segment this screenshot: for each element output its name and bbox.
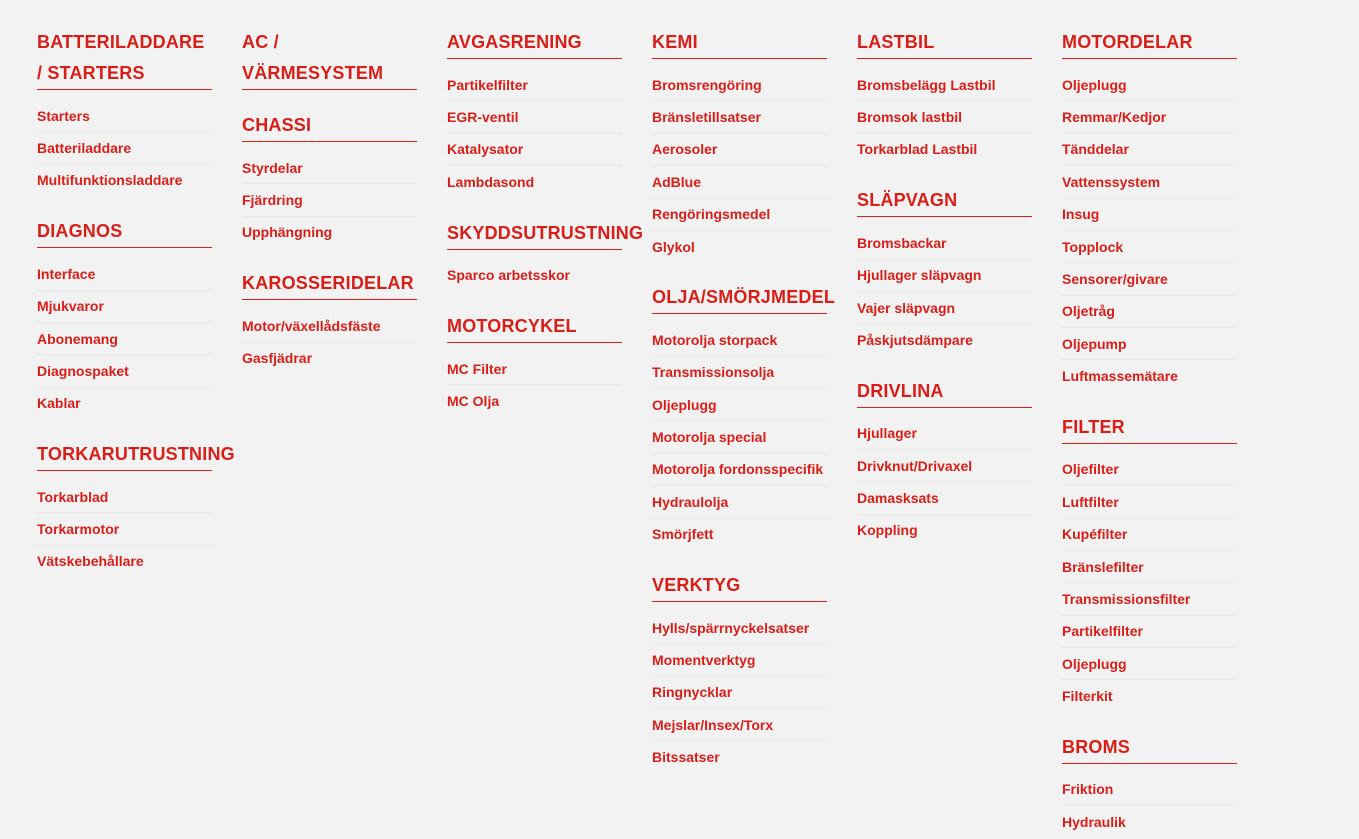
category-link-smorjfett[interactable]: Smörjfett [652,526,714,543]
list-item [37,100,242,132]
category-link-torkarblad[interactable]: Torkarblad [37,481,212,513]
category-link-ringnycklar[interactable]: Ringnycklar [652,677,827,709]
category-heading-motordelar[interactable]: MOTORDELAR [1062,27,1237,59]
list-item [1062,583,1267,615]
list-item [1062,134,1267,166]
list-item [37,513,242,545]
list-item [652,166,857,198]
category-section-avgasrening [447,27,652,198]
list-item [1062,519,1267,551]
list-item [857,260,1062,292]
list-item [242,184,447,216]
category-link-oljetrag[interactable]: Oljetråg [1062,296,1237,328]
category-link-bransletillsatser[interactable]: Bränsletillsatser [652,101,827,133]
category-item-list [652,69,857,262]
list-item [1062,199,1267,231]
category-link-egr-ventil[interactable]: EGR-ventil [447,101,622,133]
list-item [652,357,857,389]
category-link-mc-filter[interactable]: MC Filter [447,353,622,385]
category-link-styrdelar[interactable]: Styrdelar [242,152,417,184]
list-item [1062,69,1267,101]
category-item-list [857,227,1062,356]
category-section-kemi [652,27,857,262]
list-item [37,291,242,323]
list-item [37,132,242,164]
category-link-kupefilter[interactable]: Kupéfilter [1062,519,1237,551]
list-item [37,323,242,355]
category-link-vatskebehallare[interactable]: Vätskebehållare [37,553,144,570]
category-link-luftfilter[interactable]: Luftfilter [1062,486,1237,518]
list-item [652,644,857,676]
list-item [857,324,1062,355]
menu-column-3 [447,27,652,437]
category-link-starters[interactable]: Starters [37,100,212,132]
category-link-oljeplugg[interactable]: Oljeplugg [1062,69,1237,101]
category-link-paskjutsdampare[interactable]: Påskjutsdämpare [857,331,973,348]
category-heading-kemi[interactable]: KEMI [652,27,827,59]
category-link-bitssatser[interactable]: Bitssatser [652,749,720,766]
list-item [37,546,242,577]
category-link-mjukvaror[interactable]: Mjukvaror [37,291,212,323]
category-link-vattenssystem[interactable]: Vattenssystem [1062,166,1237,198]
category-item-list [1062,774,1267,838]
list-item [1062,680,1267,711]
category-link-transmissionsolja[interactable]: Transmissionsolja [652,357,827,389]
list-item [652,421,857,453]
category-heading-batteriladdare-starters[interactable]: BATTERILADDARE / STARTERS [37,27,212,90]
category-link-hydraulik[interactable]: Hydraulik [1062,813,1126,830]
category-link-diagnospaket[interactable]: Diagnospaket [37,355,212,387]
category-link-mejslar-insex-torx[interactable]: Mejslar/Insex/Torx [652,709,827,741]
category-link-batteriladdare[interactable]: Batteriladdare [37,132,212,164]
category-item-list [447,260,652,291]
category-link-sensorer-givare[interactable]: Sensorer/givare [1062,263,1237,295]
list-item [857,69,1062,101]
category-link-glykol[interactable]: Glykol [652,238,695,255]
category-section-verktyg [652,570,857,773]
category-section-drivlina [857,376,1062,547]
category-item-list [447,69,652,198]
list-item [1062,166,1267,198]
category-heading-skyddsutrustning[interactable]: SKYDDSUTRUSTNING [447,218,622,250]
category-section-skyddsutrustning [447,218,652,291]
category-link-vajer-slapvagn[interactable]: Vajer släpvagn [857,292,1032,324]
category-item-list [447,353,652,417]
category-link-insug[interactable]: Insug [1062,199,1237,231]
category-link-damasksats[interactable]: Damasksats [857,482,1032,514]
category-link-momentverktyg[interactable]: Momentverktyg [652,644,827,676]
menu-column-6 [1062,27,1267,839]
category-heading-broms[interactable]: BROMS [1062,732,1237,764]
category-link-hjullager[interactable]: Hjullager [857,418,1032,450]
category-link-topplock[interactable]: Topplock [1062,231,1237,263]
list-item [652,101,857,133]
category-heading-filter[interactable]: FILTER [1062,412,1237,444]
list-item [37,481,242,513]
category-heading-drivlina[interactable]: DRIVLINA [857,376,1032,408]
category-item-list [242,310,447,374]
category-link-adblue[interactable]: AdBlue [652,166,827,198]
list-item [37,355,242,387]
list-item [652,486,857,518]
list-item [652,454,857,486]
list-item [37,258,242,290]
category-link-hydraulolja[interactable]: Hydraulolja [652,486,827,518]
category-link-bromsrengoring[interactable]: Bromsrengöring [652,69,827,101]
menu-column-5 [857,27,1062,566]
category-link-hylls-sparrnyckelsatser[interactable]: Hylls/spärrnyckelsatser [652,612,827,644]
list-item [447,134,652,166]
list-item [37,388,242,419]
list-item [652,199,857,231]
category-link-bromsbackar[interactable]: Bromsbackar [857,227,1032,259]
list-item [447,353,652,385]
category-heading-avgasrening[interactable]: AVGASRENING [447,27,622,59]
category-link-rengoringsmedel[interactable]: Rengöringsmedel [652,199,827,231]
category-link-torkarblad-lastbil[interactable]: Torkarblad Lastbil [857,141,978,158]
category-item-list [37,481,242,577]
category-section-ac-varmesystem [242,27,447,90]
category-link-motorolja-fordonsspecifik[interactable]: Motorolja fordonsspecifik [652,454,827,486]
list-item [447,385,652,416]
category-link-filterkit[interactable]: Filterkit [1062,688,1113,705]
category-link-remmar-kedjor[interactable]: Remmar/Kedjor [1062,101,1237,133]
category-heading-ac-varmesystem[interactable]: AC / VÄRMESYSTEM [242,27,417,90]
list-item [1062,296,1267,328]
list-item [242,152,447,184]
list-item [652,389,857,421]
list-item [652,519,857,550]
category-section-torkarutrustning [37,439,242,577]
menu-column-2 [242,27,447,394]
list-item [857,482,1062,514]
category-link-hjullager-slapvagn[interactable]: Hjullager släpvagn [857,260,1032,292]
category-link-tanddelar[interactable]: Tänddelar [1062,134,1237,166]
category-link-torkarmotor[interactable]: Torkarmotor [37,513,212,545]
category-item-list [857,69,1062,165]
list-item [1062,328,1267,360]
category-link-motor-vaxelladsfaste[interactable]: Motor/växellådsfäste [242,310,417,342]
category-heading-torkarutrustning[interactable]: TORKARUTRUSTNING [37,439,212,471]
category-link-fjardring[interactable]: Fjärdring [242,184,417,216]
category-item-list [652,612,857,773]
category-section-lastbil [857,27,1062,165]
list-item [1062,774,1267,806]
list-item [447,166,652,197]
list-item [242,310,447,342]
category-link-aerosoler[interactable]: Aerosoler [652,134,827,166]
list-item [652,134,857,166]
category-section-slapvagn [857,185,1062,356]
category-link-katalysator[interactable]: Katalysator [447,134,622,166]
list-item [1062,101,1267,133]
category-section-filter [1062,412,1267,712]
list-item [857,134,1062,165]
category-section-motorcykel [447,311,652,417]
category-section-broms [1062,732,1267,838]
category-item-list [37,100,242,196]
category-link-koppling[interactable]: Koppling [857,522,918,539]
category-section-motordelar [1062,27,1267,392]
category-link-partikelfilter[interactable]: Partikelfilter [447,69,622,101]
category-section-karosseridelar [242,268,447,374]
category-link-luftmassematare[interactable]: Luftmassemätare [1062,368,1178,385]
category-link-drivknut-drivaxel[interactable]: Drivknut/Drivaxel [857,450,1032,482]
category-heading-verktyg[interactable]: VERKTYG [652,570,827,602]
list-item [1062,551,1267,583]
category-item-list [1062,454,1267,712]
list-item [857,227,1062,259]
list-item [857,292,1062,324]
category-link-motorolja-storpack[interactable]: Motorolja storpack [652,324,827,356]
list-item [1062,454,1267,486]
category-link-branslefilter[interactable]: Bränslefilter [1062,551,1237,583]
category-heading-lastbil[interactable]: LASTBIL [857,27,1032,59]
category-link-bromsok-lastbil[interactable]: Bromsok lastbil [857,101,1032,133]
category-section-chassi [242,110,447,248]
list-item [242,217,447,248]
list-item [857,418,1062,450]
list-item [652,709,857,741]
list-item [1062,360,1267,391]
category-heading-motorcykel[interactable]: MOTORCYKEL [447,311,622,343]
category-item-list [652,324,857,550]
category-link-lambdasond[interactable]: Lambdasond [447,173,535,190]
category-link-transmissionsfilter[interactable]: Transmissionsfilter [1062,583,1237,615]
list-item [652,677,857,709]
category-heading-chassi[interactable]: CHASSI [242,110,417,142]
category-link-upphangning[interactable]: Upphängning [242,224,333,241]
list-item [1062,231,1267,263]
category-heading-olja-smorjmedel[interactable]: OLJA/SMÖRJMEDEL [652,282,827,314]
list-item [652,741,857,772]
list-item [242,343,447,374]
category-link-interface[interactable]: Interface [37,258,212,290]
category-link-oljepump[interactable]: Oljepump [1062,328,1237,360]
list-item [652,69,857,101]
category-item-list [37,258,242,419]
category-link-motorolja-special[interactable]: Motorolja special [652,421,827,453]
list-item [447,101,652,133]
list-item [857,450,1062,482]
category-section-batteriladdare-starters [37,27,242,196]
list-item [1062,263,1267,295]
category-link-oljeplugg[interactable]: Oljeplugg [652,389,827,421]
category-heading-slapvagn[interactable]: SLÄPVAGN [857,185,1032,217]
list-item [447,260,652,291]
list-item [652,231,857,262]
category-item-list [242,152,447,248]
category-link-kablar[interactable]: Kablar [37,395,81,412]
list-item [857,101,1062,133]
list-item [1062,616,1267,648]
list-item [1062,486,1267,518]
list-item [1062,648,1267,680]
category-link-multifunktionsladdare[interactable]: Multifunktionsladdare [37,172,183,189]
category-link-abonemang[interactable]: Abonemang [37,323,212,355]
category-link-oljefilter[interactable]: Oljefilter [1062,454,1237,486]
list-item [652,324,857,356]
category-link-sparco-arbetsskor[interactable]: Sparco arbetsskor [447,267,570,284]
category-link-gasfjadrar[interactable]: Gasfjädrar [242,350,313,367]
category-item-list [1062,69,1267,392]
category-link-oljeplugg[interactable]: Oljeplugg [1062,648,1237,680]
category-section-olja-smorjmedel [652,282,857,550]
list-item [652,612,857,644]
category-section-diagnos [37,216,242,419]
category-link-friktion[interactable]: Friktion [1062,774,1237,806]
category-link-partikelfilter[interactable]: Partikelfilter [1062,616,1237,648]
list-item [37,165,242,196]
list-item [857,515,1062,546]
category-link-bromsbelagg-lastbil[interactable]: Bromsbelägg Lastbil [857,69,1032,101]
list-item [447,69,652,101]
menu-column-1 [37,27,242,597]
list-item [1062,806,1267,837]
menu-column-4 [652,27,857,793]
category-heading-karosseridelar[interactable]: KAROSSERIDELAR [242,268,417,300]
category-heading-diagnos[interactable]: DIAGNOS [37,216,212,248]
category-link-mc-olja[interactable]: MC Olja [447,392,500,409]
category-item-list [857,418,1062,547]
